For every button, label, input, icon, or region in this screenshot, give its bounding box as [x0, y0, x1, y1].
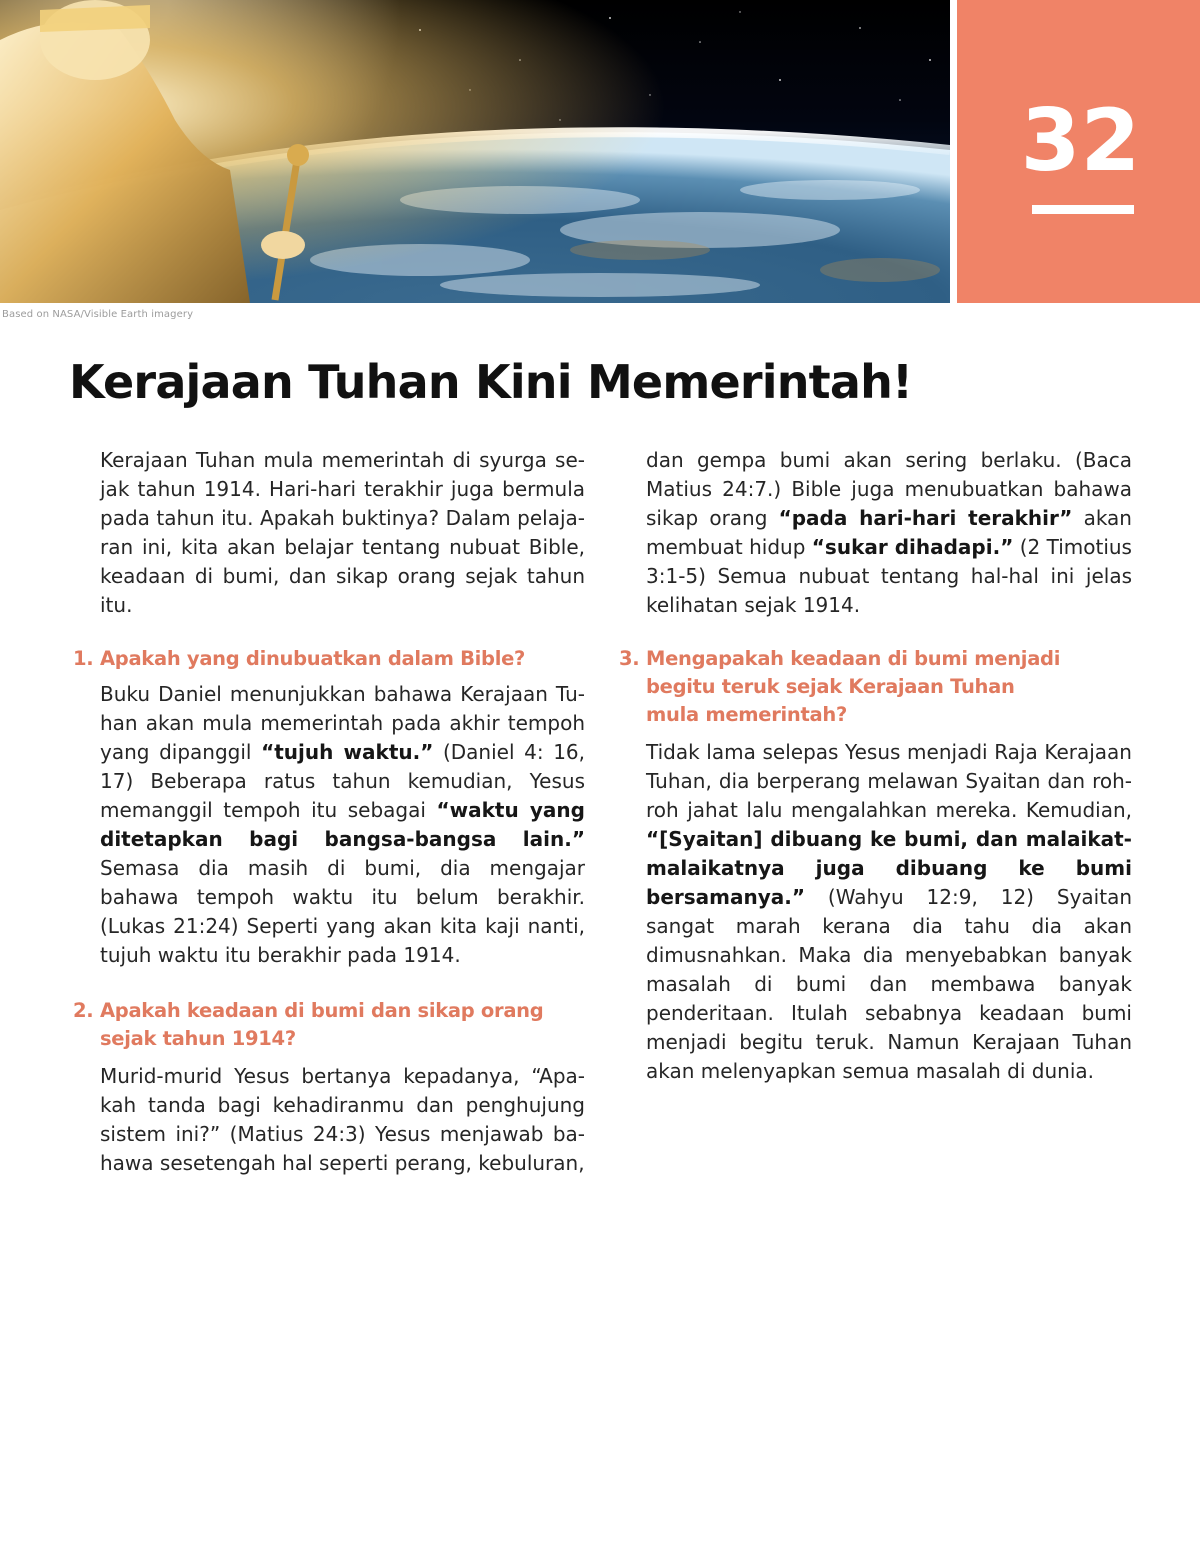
body-text: (2 Timotius 3:1-5) Semua nubuat tentang hal-hal ini jelas kelihatan sejak 1914.	[646, 535, 1132, 617]
body-text: (Daniel 4: 16, 17) Beberapa ratus tahun kemudian, Yesus memanggil tempoh itu sebagai	[100, 740, 586, 822]
question-3	[619, 645, 1066, 729]
question-number: 3.	[619, 647, 640, 670]
question-text: Mengapakah keadaan di bumi menjadi begitu teruk sejak Kerajaan Tuhan mula memerintah?	[646, 647, 1061, 726]
question-1	[73, 645, 570, 673]
question-number: 1.	[73, 647, 94, 670]
emphasis-quote: “waktu yang ditetapkan bagi bangsa-bangsa lain.”	[100, 798, 585, 851]
emphasis-quote: “tujuh waktu.”	[261, 740, 434, 764]
emphasis-quote: “[Syaitan] dibuang ke bumi, dan malaikat-malaikatnya juga dibuang ke bumi bersamanya.”	[646, 827, 1132, 909]
emphasis-quote: “sukar dihadapi.”	[811, 535, 1014, 559]
earth-from-space-illustration	[0, 0, 950, 303]
body-text: akan membuat hidup	[646, 506, 1132, 559]
body-text: Murid-murid Yesus bertanya kepadanya, “Apakah tanda bagi kehadiranmu dan penghujung sistem ini?” (Matius 24:3) Yesus menjawab bahawa sesetengah hal seperti perang, kebuluran,	[100, 1064, 585, 1175]
body-text: Semasa dia masih di bumi, dia mengajar bahawa tempoh waktu itu belum berakhir. (Lukas 21:24) Seperti yang akan kita kaji nanti, tujuh waktu itu berakhir pada 1914.	[100, 856, 585, 967]
answer-2-continued	[646, 446, 1132, 620]
emphasis-quote: “pada hari-hari terakhir”	[778, 506, 1073, 530]
page-title: Kerajaan Tuhan Kini Memerintah!	[69, 355, 913, 409]
body-text: (Wahyu 12:9, 12) Syaitan sangat marah kerana dia tahu dia akan dimusnahkan. Maka dia menyebabkan banyak masalah di bumi dan membawa banyak penderitaan. Itulah sebabnya keadaan bumi menjadi begitu teruk. Namun Kerajaan Tuhan akan melenyapkan semua masalah di dunia.	[646, 885, 1132, 1083]
question-number: 2.	[73, 999, 94, 1022]
question-text: Apakah yang dinubuatkan dalam Bible?	[100, 647, 526, 670]
image-credit: Based on NASA/Visible Earth imagery	[2, 309, 194, 320]
answer-3	[646, 738, 1132, 1086]
intro-paragraph: Kerajaan Tuhan mula memerintah di syurga sejak tahun 1914. Hari-hari terakhir juga bermula pada tahun itu. Apakah buktinya? Dalam pelajaran ini, kita akan belajar tentang nubuat Bible, keadaan di bumi, dan sikap orang sejak tahun itu.	[100, 448, 585, 617]
answer-1	[100, 680, 585, 970]
lesson-number-badge	[957, 0, 1200, 303]
body-text: Buku Daniel menunjukkan bahawa Kerajaan Tuhan akan mula memerintah pada akhir tempoh yang dipanggil	[100, 682, 585, 764]
question-text: Apakah keadaan di bumi dan sikap orang sejak tahun 1914?	[100, 999, 544, 1050]
body-text: dan gempa bumi akan sering berlaku. (Baca Matius 24:7.) Bible juga menubuatkan bahawa sikap orang	[646, 448, 1132, 530]
answer-2	[100, 1062, 585, 1178]
body-text: Tidak lama selepas Yesus menjadi Raja Kerajaan Tuhan, dia berperang melawan Syaitan dan roh-roh jahat lalu mengalahkan mereka. Kemudian,	[646, 740, 1132, 822]
question-2	[73, 997, 560, 1053]
badge-underline	[1032, 205, 1134, 214]
hero-image	[0, 0, 950, 303]
lesson-number: 32	[1020, 91, 1141, 191]
